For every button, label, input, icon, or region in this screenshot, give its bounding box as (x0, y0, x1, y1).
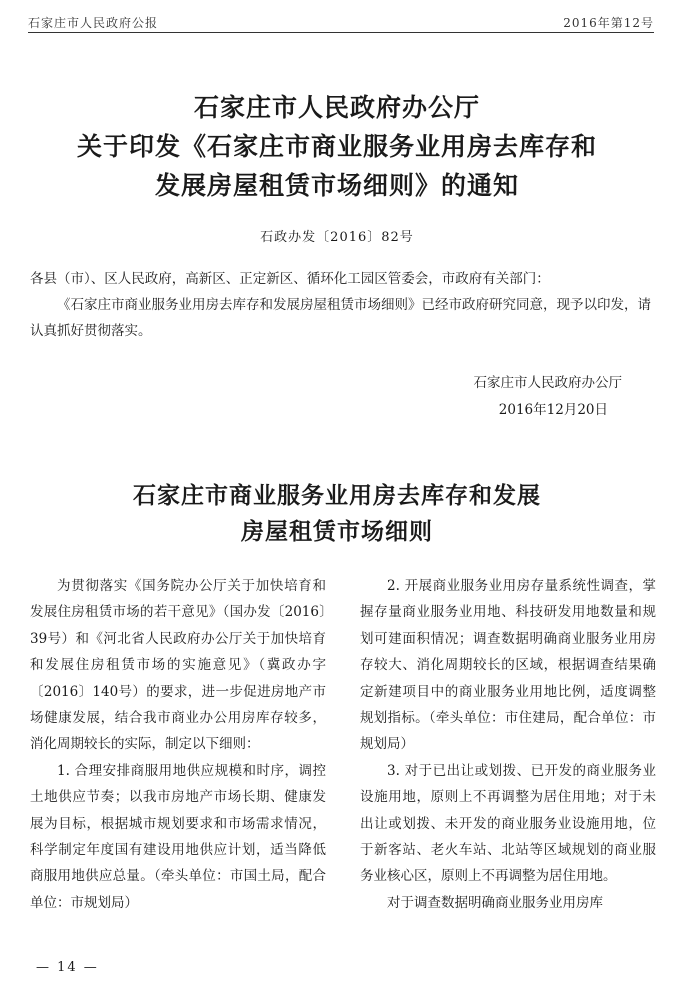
page-number: — 14 — (36, 960, 99, 975)
notice-title (0, 88, 674, 205)
notice-addressee: 各县（市）、区人民政府，高新区、正定新区、循环化工园区管委会，市政府有关部门： (30, 271, 550, 287)
rules-paragraph: 1. 合理安排商服用地供应规模和时序，调控土地供应节奏；以我市房地产市场长期、健康发展为目标，根据城市规划要求和市场需求情况，科学制定年度国有建设用地供应计划，适当降低商服用地供应总量。（牵头单位：市国土局，配合单位：市规划局） (30, 762, 326, 911)
notice-title-line: 石家庄市人民政府办公厅 (193, 93, 480, 122)
rules-title-line: 房屋租赁市场细则 (241, 519, 433, 545)
journal-name: 石家庄市人民政府公报 (28, 16, 159, 30)
rules-paragraph: 为贯彻落实《国务院办公厅关于加快培育和发展住房租赁市场的若干意见》（国办发〔2016〕39号）和《河北省人民政府办公厅关于加快培育和发展住房租赁市场的实施意见》（冀政办字〔2016〕140号）的要求，进一步促进房地产市场健康发展，结合我市商业办公用房库存较多，消化周期较长的实际，制定以下细则： (30, 578, 326, 753)
rules-paragraph: 3. 对于已出让或划拨、已开发的商业服务业设施用地，原则上不再调整为居住用地；对于未出让或划拨、未开发的商业服务业设施用地，位于新客站、老火车站、北站等区域规划的商业服务业核心区，原则上不再调整为居住用地。 (360, 762, 656, 885)
issue-number: 2016年第12号 (563, 16, 654, 30)
notice-paragraph: 《石家庄市商业服务业用房去库存和发展房屋租赁市场细则》已经市政府研究同意，现予以印发，请认真抓好贯彻落实。 (30, 297, 651, 339)
signature-block (474, 370, 623, 424)
left-column (30, 573, 326, 916)
rules-title (0, 478, 674, 550)
issuer: 石家庄市人民政府办公厅 (473, 375, 622, 391)
issue-date: 2016年12月20日 (498, 402, 608, 418)
notice-title-line: 发展房屋租赁市场细则》的通知 (154, 171, 519, 200)
running-header (28, 10, 654, 33)
rules-paragraph: 对于调查数据明确商业服务业用房库 (387, 894, 603, 911)
document-number: 石政办发〔2016〕82号 (260, 230, 414, 245)
rules-title-line: 石家庄市商业服务业用房去库存和发展 (133, 483, 541, 509)
notice-body (30, 266, 654, 344)
rules-paragraph: 2. 开展商业服务业用房存量系统性调查，掌握存量商业服务业用地、科技研发用地数量和规划可建面积情况；调查数据明确商业服务业用房存较大、消化周期较长的区域，根据调查结果确定新建项目中的商业服务业用地比例，适度调整规划指标。（牵头单位：市住建局，配合单位：市规划局） (360, 578, 656, 753)
right-column (360, 573, 656, 916)
notice-title-line: 关于印发《石家庄市商业服务业用房去库存和 (76, 132, 597, 161)
